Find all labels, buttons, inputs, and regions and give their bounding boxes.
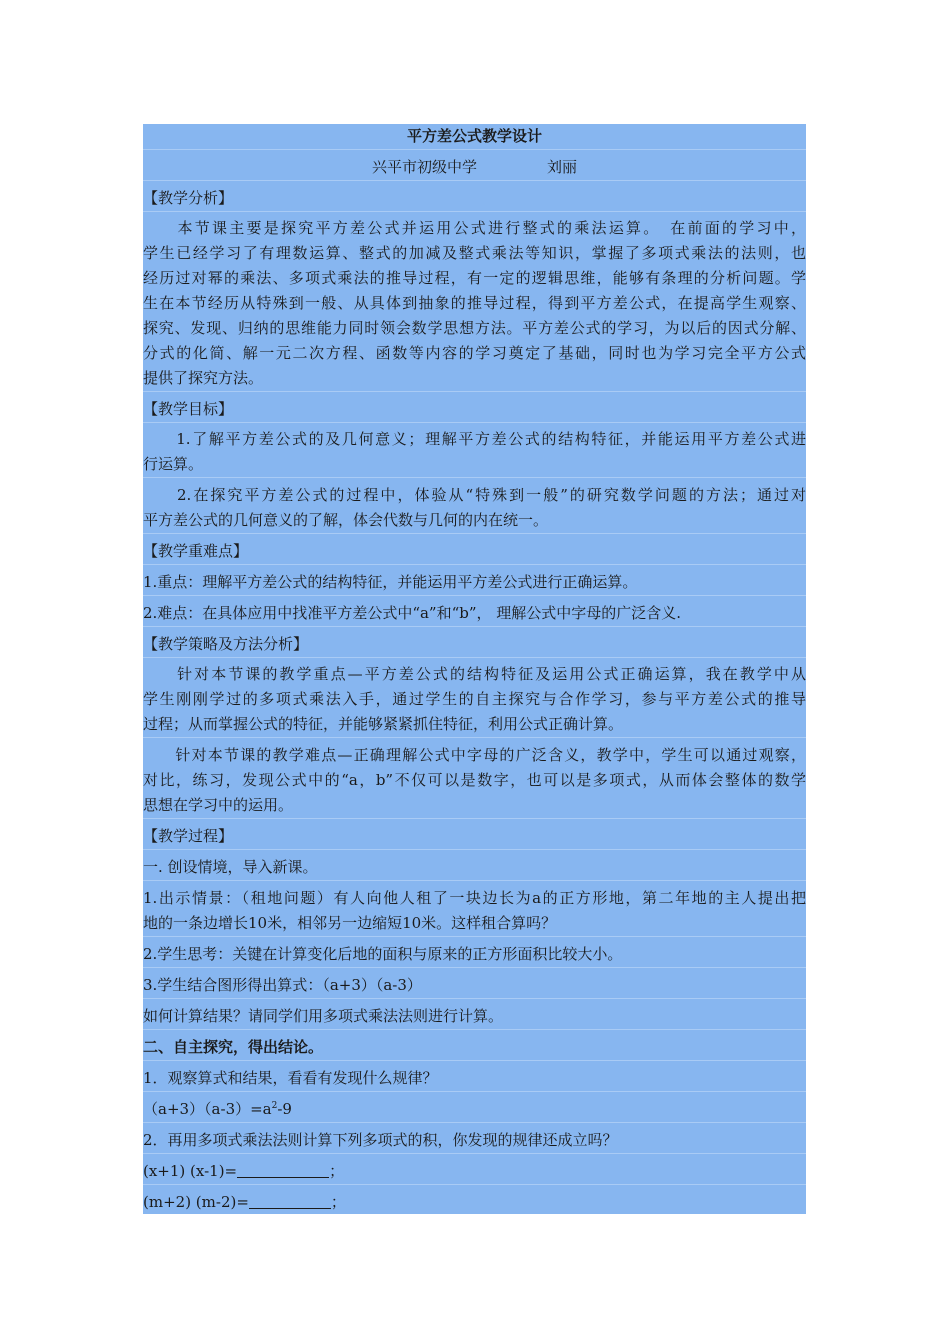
analysis-line: 学生已经学习了有理数运算、整式的加减及整式乘法等知识，掌握了多项式乘法的法则，也 (143, 244, 806, 262)
process-line: 地的一条边增长10米，相邻另一边缩短10米。这样租合算吗？ (143, 911, 806, 937)
analysis-line: 探究、发现、归纳的思维能力同时领会数学思想方法。平方差公式的学习，为以后的因式分解、 (143, 319, 806, 337)
document-sheet (143, 124, 806, 1214)
question-2: 2．再用多项式乘法法则计算下列多项式的积，你发现的规律还成立吗？ (143, 1128, 806, 1154)
section-heading-key-points: 【教学重难点】 (143, 539, 806, 565)
exercise-expression: (m+2) (m-2)= (143, 1193, 249, 1211)
process-line: 一. 创设情境，导入新课。 (143, 855, 806, 881)
analysis-line: 提供了探究方法。 (143, 366, 806, 392)
key-point-line: 2.难点：在具体应用中找准平方差公式中“a”和“b”， 理解公式中字母的广泛含义. (143, 601, 806, 627)
author-name: 刘丽 (547, 158, 578, 176)
school-name: 兴平市初级中学 (371, 158, 477, 176)
author-line (143, 155, 806, 181)
goals-line: 平方差公式的几何意义的了解，体会代数与几何的内在统一。 (143, 508, 806, 534)
analysis-line: 分式的化简、解一元二次方程、函数等内容的学习奠定了基础，同时也为学习完全平方公式 (143, 344, 806, 362)
exercise-expression: (x+1) (x-1)= (143, 1162, 238, 1180)
strategy-line: 过程；从而掌握公式的特征，并能够紧紧抓住特征，利用公式正确计算。 (143, 712, 806, 738)
strategy-line: 思想在学习中的运用。 (143, 793, 806, 819)
answer-blank[interactable] (237, 1163, 329, 1178)
strategy-line: 针对本节课的教学难点—正确理解公式中字母的广泛含义，教学中，学生可以通过观察， (143, 746, 806, 764)
section-heading-process: 【教学过程】 (143, 824, 806, 850)
section-heading-goals: 【教学目标】 (143, 397, 806, 423)
analysis-line: 生在本节经历从特殊到一般、从具体到抽象的推导过程，得到平方差公式，在提高学生观察、 (143, 294, 806, 312)
question-1: 1．观察算式和结果，看看有发现什么规律？ (143, 1066, 806, 1092)
section-heading-strategy: 【教学策略及方法分析】 (143, 632, 806, 658)
process-line: 如何计算结果？请同学们用多项式乘法法则进行计算。 (143, 1004, 806, 1030)
exercise-2 (143, 1190, 806, 1214)
goals-line: 1.了解平方差公式的及几何意义；理解平方差公式的结构特征，并能运用平方差公式进 (143, 430, 806, 448)
process-line: 3.学生结合图形得出算式：（a+3）（a-3） (143, 973, 806, 999)
strategy-line: 针对本节课的教学重点—平方差公式的结构特征及运用公式正确运算，我在教学中从 (143, 665, 806, 683)
section-heading-analysis: 【教学分析】 (143, 186, 806, 212)
strategy-line: 学生刚刚学过的多项式乘法入手，通过学生的自主探究与合作学习，参与平方差公式的推导 (143, 690, 806, 708)
part2-heading: 二、自主探究，得出结论。 (143, 1035, 806, 1061)
analysis-line: 本节课主要是探究平方差公式并运用公式进行整式的乘法运算。 在前面的学习中， (143, 219, 806, 237)
exercise-punct: ； (329, 1162, 345, 1180)
equation-right: -9 (277, 1100, 292, 1118)
key-point-line: 1.重点：理解平方差公式的结构特征，并能运用平方差公式进行正确运算。 (143, 570, 806, 596)
process-line: 1.出示情景：（租地问题）有人向他人租了一块边长为a的正方形地，第二年地的主人提出把 (143, 889, 806, 907)
document-title: 平方差公式教学设计 (143, 124, 806, 150)
process-line: 2.学生思考：关键在计算变化后地的面积与原来的正方形面积比较大小。 (143, 942, 806, 968)
equation-exponent: 2 (271, 1101, 278, 1111)
strategy-line: 对比，练习，发现公式中的“a，b”不仅可以是数字，也可以是多项式，从而体会整体的数学 (143, 771, 806, 789)
exercise-punct: ； (330, 1193, 346, 1211)
answer-blank[interactable] (249, 1194, 331, 1209)
analysis-line: 经历过对幂的乘法、多项式乘法的推导过程，有一定的逻辑思维，能够有条理的分析问题。学 (143, 269, 806, 287)
equation-left: （a+3）（a-3）=a (143, 1100, 272, 1118)
exercise-1 (143, 1159, 806, 1185)
equation-line (143, 1097, 806, 1123)
goals-line: 2.在探究平方差公式的过程中，体验从“特殊到一般”的研究数学问题的方法；通过对 (143, 486, 806, 504)
goals-line: 行运算。 (143, 452, 806, 478)
